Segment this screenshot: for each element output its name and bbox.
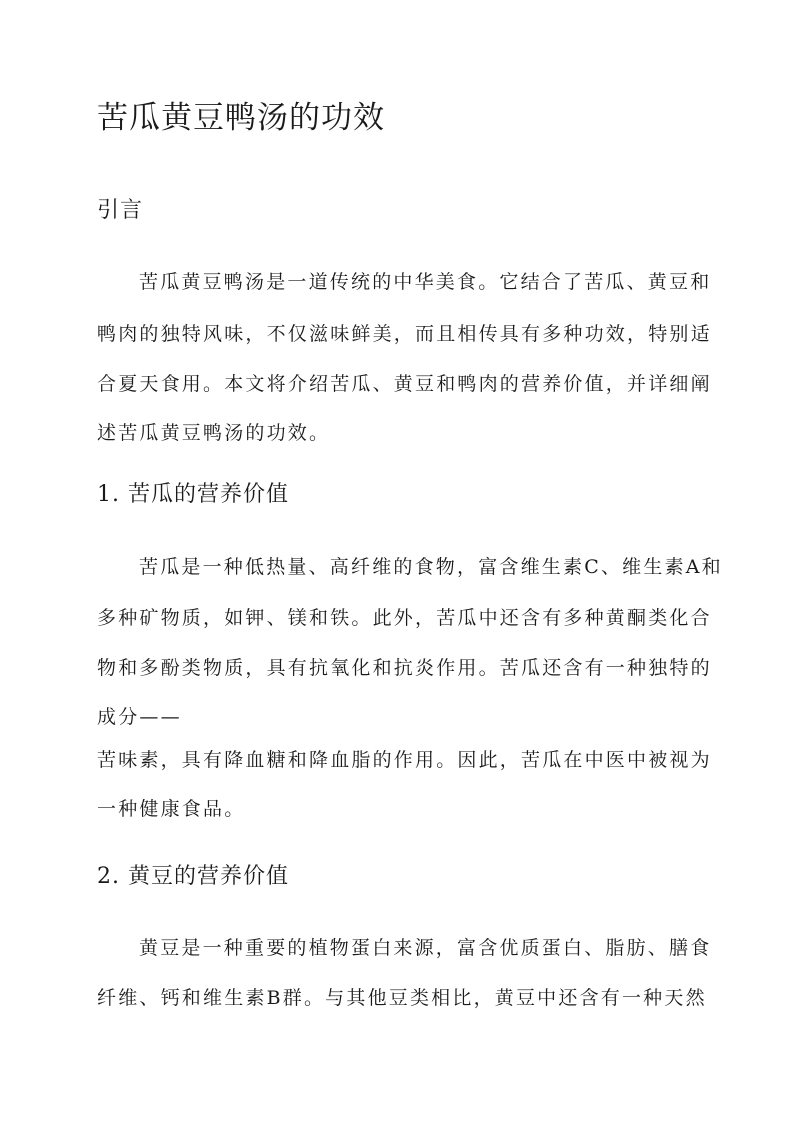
paragraph-line: 成分—— bbox=[97, 706, 182, 728]
paragraph-line: 合夏天食用。本文将介绍苦瓜、黄豆和鸭肉的营养价值，并详细阐 bbox=[97, 373, 712, 395]
paragraph-line: 黄豆是一种重要的植物蛋白来源，富含优质蛋白、脂肪、膳食 bbox=[139, 937, 712, 959]
paragraph-line: 述苦瓜黄豆鸭汤的功效。 bbox=[97, 422, 331, 444]
page-title: 苦瓜黄豆鸭汤的功效 bbox=[97, 100, 385, 136]
paragraph-line: 苦瓜是一种低热量、高纤维的食物，富含维生素C、维生素A和 bbox=[139, 556, 723, 578]
paragraph-line: 苦味素，具有降血糖和降血脂的作用。因此，苦瓜在中医中被视为 bbox=[97, 749, 712, 771]
paragraph-line: 物和多酚类物质，具有抗氧化和抗炎作用。苦瓜还含有一种独特的 bbox=[97, 657, 712, 679]
section-heading-soybean: 2. 黄豆的营养价值 bbox=[97, 864, 289, 889]
paragraph-line: 苦瓜黄豆鸭汤是一道传统的中华美食。它结合了苦瓜、黄豆和 bbox=[139, 271, 712, 293]
paragraph-line: 纤维、钙和维生素B群。与其他豆类相比，黄豆中还含有一种天然 bbox=[97, 987, 707, 1009]
section-heading-intro: 引言 bbox=[97, 198, 144, 223]
section-heading-bitter-melon: 1. 苦瓜的营养价值 bbox=[97, 482, 289, 507]
paragraph-line: 一种健康食品。 bbox=[97, 798, 246, 820]
paragraph-line: 鸭肉的独特风味，不仅滋味鲜美，而且相传具有多种功效，特别适 bbox=[97, 323, 712, 345]
paragraph-line: 多种矿物质，如钾、镁和铁。此外，苦瓜中还含有多种黄酮类化合 bbox=[97, 607, 712, 629]
